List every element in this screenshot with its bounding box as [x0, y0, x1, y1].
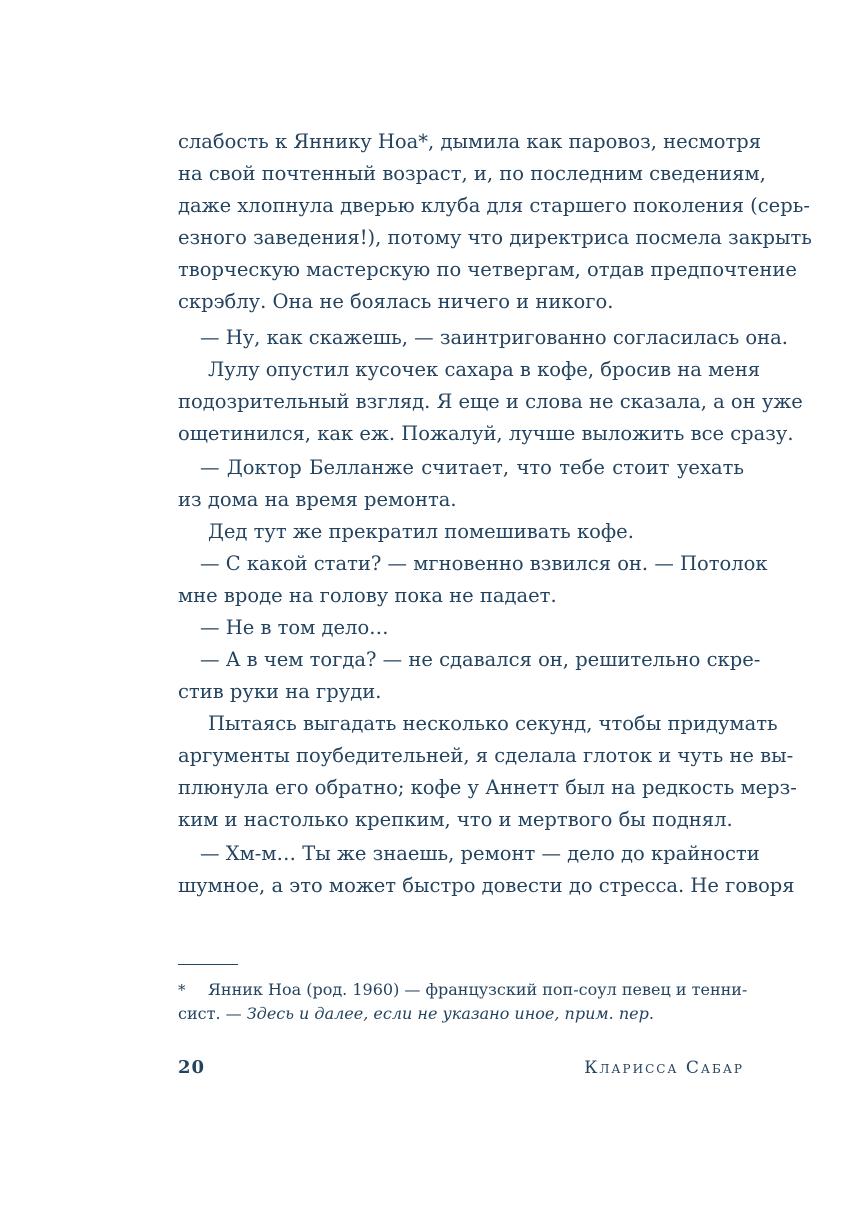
text-line: плюнула его обратно; кофе у Аннетт был на редкость мерз-	[178, 776, 797, 799]
footnote-line: Янник Ноа (род. 1960) — французский поп-соул певец и тенни-	[208, 980, 748, 999]
text-line: — С какой стати? — мгновенно взвился он. — Потолок	[200, 552, 768, 575]
text-line: подозрительный взгляд. Я еще и слова не сказала, а он уже	[178, 390, 803, 413]
text-line: стив руки на груди.	[178, 680, 382, 703]
text-line: — Не в том дело…	[200, 616, 389, 639]
text-line: шумное, а это может быстро довести до стресса. Не говоря	[178, 874, 795, 897]
text-line: Пытаясь выгадать несколько секунд, чтобы придумать	[208, 712, 778, 735]
text-line: ким и настолько крепким, что и мертвого бы поднял.	[178, 808, 733, 831]
footnote-marker: *	[178, 981, 186, 999]
text-line: Дед тут же прекратил помешивать кофе.	[208, 520, 634, 543]
text-line: езного заведения!), потому что директриса посмела закрыть	[178, 226, 812, 249]
text-line: — Хм-м… Ты же знаешь, ремонт — дело до крайности	[200, 842, 760, 865]
text-line: — А в чем тогда? — не сдавался он, решительно скре-	[200, 648, 761, 671]
text-line: — Ну, как скажешь, — заинтригованно согласилась она.	[200, 326, 788, 349]
footnote-divider	[178, 964, 238, 965]
page-number: 20	[178, 1057, 206, 1078]
footnote-line	[178, 1000, 744, 1028]
text-line: — Доктор Белланже считает, что тебе стоит уехать	[200, 456, 744, 479]
footnote-italic-text: Здесь и далее, если не указано иное, прим. пер.	[246, 1004, 654, 1023]
text-line: скрэблу. Она не боялась ничего и никого.	[178, 290, 614, 313]
text-line: из дома на время ремонта.	[178, 488, 457, 511]
text-line: аргументы поубедительней, я сделала глоток и чуть не вы-	[178, 744, 794, 767]
running-head-author: Кларисса Сабар	[584, 1058, 744, 1078]
text-line: мне вроде на голову пока не падает.	[178, 584, 557, 607]
text-line: ощетинился, как еж. Пожалуй, лучше выложить все сразу.	[178, 422, 794, 445]
text-line: творческую мастерскую по четвергам, отдав предпочтение	[178, 258, 797, 281]
text-line: на свой почтенный возраст, и, по последним сведениям,	[178, 162, 766, 185]
footnote-plain-text: сист. —	[178, 1004, 247, 1023]
text-line: Лулу опустил кусочек сахара в кофе, бросив на меня	[208, 358, 761, 381]
text-line: слабость к Яннику Ноа*, дымила как паровоз, несмотря	[178, 130, 762, 153]
text-line: даже хлопнула дверью клуба для старшего поколения (серь-	[178, 194, 810, 217]
